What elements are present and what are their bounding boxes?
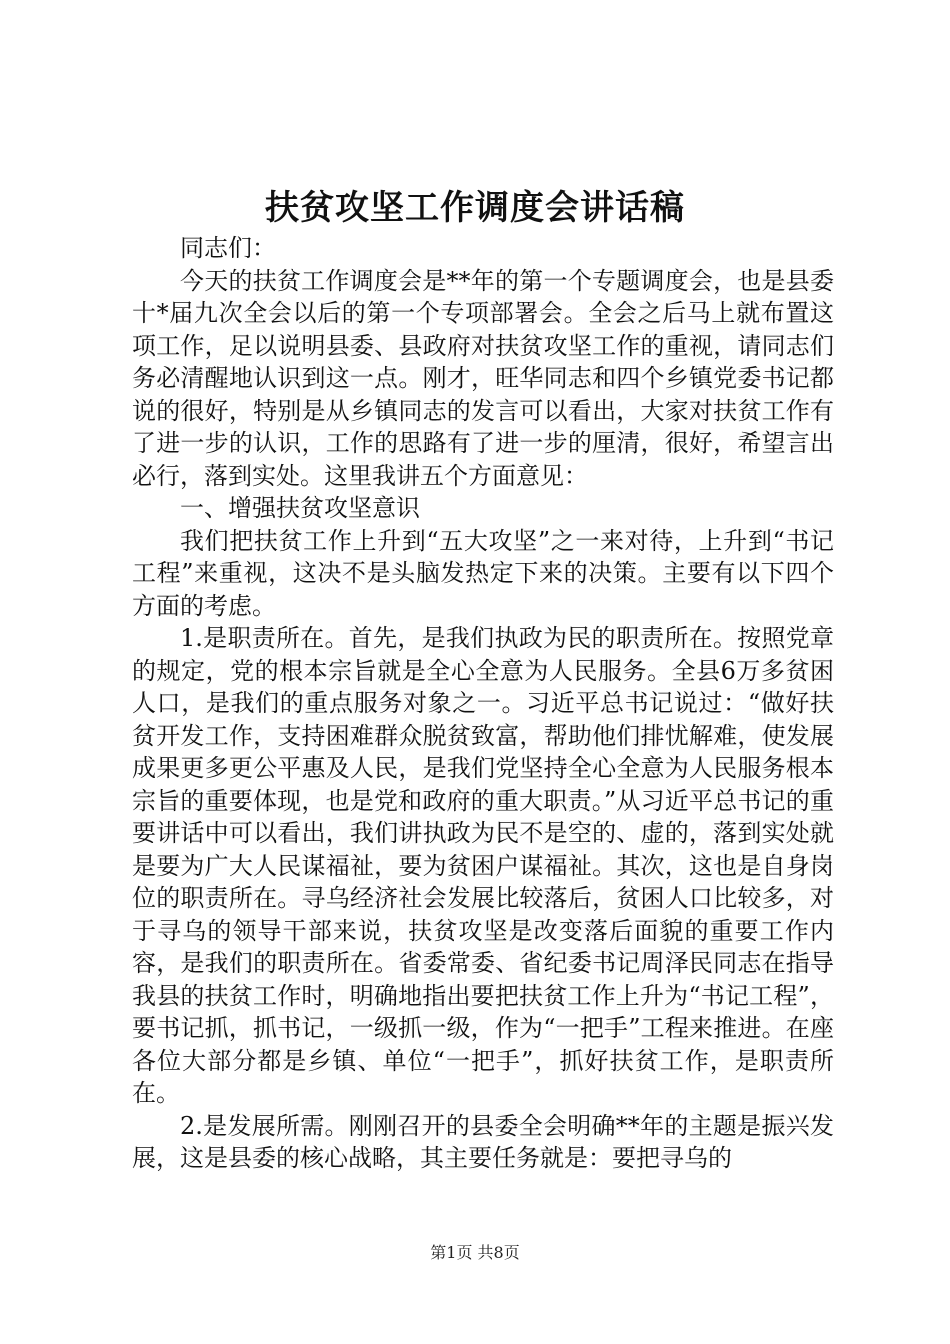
salutation-paragraph: 同志们：	[180, 234, 276, 262]
point-one-paragraph: 1.是职责所在。首先，是我们执政为民的职责所在。按照党章的规定，党的根本宗旨就是全心全意为人民服务。全县6万多贫困人口，是我们的重点服务对象之一。习近平总书记说过：“做好扶贫开发工作，支持困难群众脱贫致富，帮助他们排忧解难，使发展成果更多更公平惠及人民，是我们党坚持全心全意为人民服务根本宗旨的重要体现，也是党和政府的重大职责。”从习近平总书记的重要讲话中可以看出，我们讲执政为民不是空的、虚的，落到实处就是要为广大人民谋福祉，要为贫困户谋福祉。其次，这也是自身岗位的职责所在。寻乌经济社会发展比较落后，贫困人口比较多，对于寻乌的领导干部来说，扶贫攻坚是改变落后面貌的重要工作内容，是我们的职责所在。省委常委、省纪委书记周泽民同志在指导我县的扶贫工作时，明确地指出要把扶贫工作上升为“书记工程”，要书记抓，抓书记，一级抓一级，作为“一把手”工程来推进。在座各位大部分都是乡镇、单位“一把手”，抓好扶贫工作，是职责所在。	[132, 624, 834, 1107]
document-body	[132, 232, 834, 1175]
document-title: 扶贫攻坚工作调度会讲话稿	[265, 188, 685, 228]
point-two-paragraph: 2.是发展所需。刚刚召开的县委全会明确**年的主题是振兴发展，这是县委的核心战略，其主要任务就是：要把寻乌的	[132, 1111, 834, 1172]
section-intro-paragraph: 我们把扶贫工作上升到“五大攻坚”之一来对待，上升到“书记工程”来重视，这决不是头脑发热定下来的决策。主要有以下四个方面的考虑。	[132, 526, 834, 620]
page-number-footer: 第1页 共8页	[430, 1243, 520, 1262]
section-heading: 一、增强扶贫攻坚意识	[180, 494, 420, 522]
intro-paragraph: 今天的扶贫工作调度会是**年的第一个专题调度会，也是县委十*届九次全会以后的第一个专项部署会。全会之后马上就布置这项工作，足以说明县委、县政府对扶贫攻坚工作的重视，请同志们务必清醒地认识到这一点。刚才，旺华同志和四个乡镇党委书记都说的很好，特别是从乡镇同志的发言可以看出，大家对扶贫工作有了进一步的认识，工作的思路有了进一步的厘清，很好，希望言出必行，落到实处。这里我讲五个方面意见：	[132, 266, 834, 490]
